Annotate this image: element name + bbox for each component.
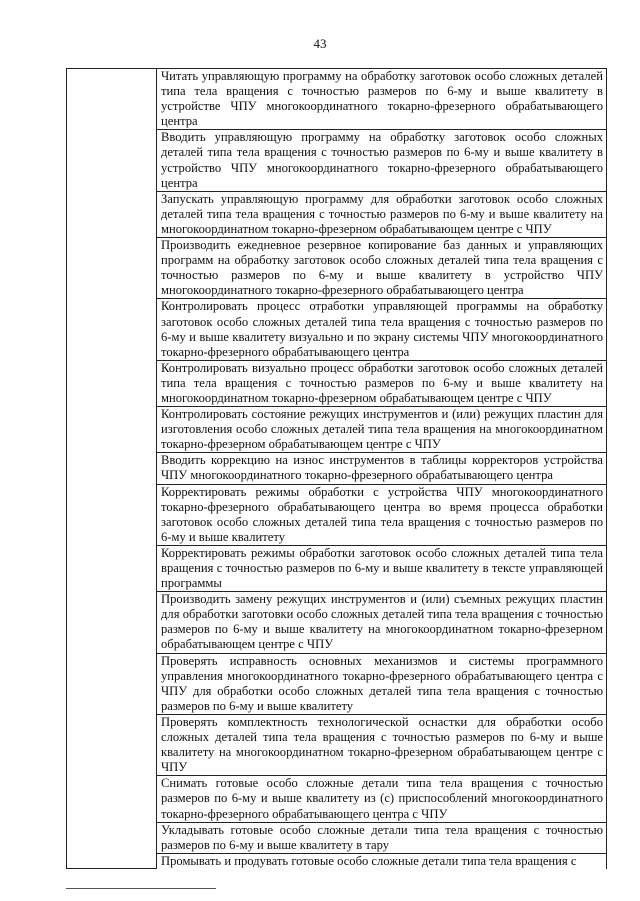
footnote-divider <box>66 888 216 889</box>
action-cell: Читать управляющую программу на обработку заготовок особо сложных деталей типа тела вращения с точностью размеров по 6-му и выше квалитету в устройстве ЧПУ многокоординатного токарно-фрезерного обрабатывающего центра <box>157 69 607 130</box>
action-cell: Промывать и продувать готовые особо сложные детали типа тела вращения с <box>157 853 607 869</box>
page-number: 43 <box>313 36 327 51</box>
action-cell: Производить ежедневное резервное копирование баз данных и управляющих программ на обработку заготовок особо сложных деталей типа тела вращения с точностью размеров по 6-му и выше квалитету в устройство ЧПУ многокоординатного токарно-фрезерного обрабатывающего центра <box>157 238 607 299</box>
action-cell: Контролировать процесс отработки управляющей программы на обработку заготовок особо сложных деталей типа тела вращения с точностью размеров по 6-му и выше квалитету визуально и по экрану системы ЧПУ многокоординатного токарно-фрезерного обрабатывающего центра <box>157 299 607 360</box>
action-cell: Запускать управляющую программу для обработки заготовок особо сложных деталей типа тела вращения с точностью размеров по 6-му и выше квалитету на многокоординатном токарно-фрезерном обрабатывающем центре с ЧПУ <box>157 191 607 237</box>
action-cell: Укладывать готовые особо сложные детали типа тела вращения с точностью размеров по 6-му и выше квалитету в тару <box>157 822 607 853</box>
action-cell: Контролировать визуально процесс обработки заготовок особо сложных деталей типа тела вращения с точностью размеров по 6-му и выше квалитету на многокоординатном токарно-фрезерном обрабатывающем центре с ЧПУ <box>157 360 607 406</box>
label-column-cell <box>67 69 157 869</box>
action-cell: Корректировать режимы обработки заготовок особо сложных деталей типа тела вращения с точностью размеров по 6-му и выше квалитету в тексте управляющей программы <box>157 545 607 591</box>
action-cell: Вводить управляющую программу на обработку заготовок особо сложных деталей типа тела вращения с точностью размеров по 6-му и выше квалитету в устройство ЧПУ многокоординатного токарно-фрезерного обрабатывающего центра <box>157 130 607 191</box>
action-cell: Вводить коррекцию на износ инструментов в таблицы корректоров устройства ЧПУ многокоординатного токарно-фрезерного обрабатывающего центра <box>157 453 607 484</box>
action-cell: Корректировать режимы обработки с устройства ЧПУ многокоординатного токарно-фрезерного обрабатывающего центра во время процесса обработки заготовок особо сложных деталей типа тела вращения с точностью размеров по 6-му и выше квалитету <box>157 484 607 545</box>
action-cell: Контролировать состояние режущих инструментов и (или) режущих пластин для изготовления особо сложных деталей типа тела вращения на многокоординатном токарно-фрезерном обрабатывающем центре с ЧПУ <box>157 407 607 453</box>
action-cell: Производить замену режущих инструментов и (или) съемных режущих пластин для обработки заготовки особо сложных деталей типа тела вращения с точностью размеров по 6-му и выше квалитету на многокоординатном токарно-фрезерном обрабатывающем центре с ЧПУ <box>157 592 607 653</box>
labor-actions-table <box>66 68 607 869</box>
action-cell: Проверять комплектность технологической оснастки для обработки особо сложных деталей типа тела вращения с точностью размеров по 6-му и выше квалитету на многокоординатном токарно-фрезерном обрабатывающем центре с ЧПУ <box>157 714 607 775</box>
table-row <box>67 69 607 130</box>
action-cell: Проверять исправность основных механизмов и системы программного управления многокоординатного токарно-фрезерного обрабатывающего центра с ЧПУ для обработки особо сложных деталей типа тела вращения с точностью размеров по 6-му и выше квалитету <box>157 653 607 714</box>
action-cell: Снимать готовые особо сложные детали типа тела вращения с точностью размеров по 6-му и выше квалитету из (с) приспособлений многокоординатного токарно-фрезерного обрабатывающего центра с ЧПУ <box>157 776 607 822</box>
